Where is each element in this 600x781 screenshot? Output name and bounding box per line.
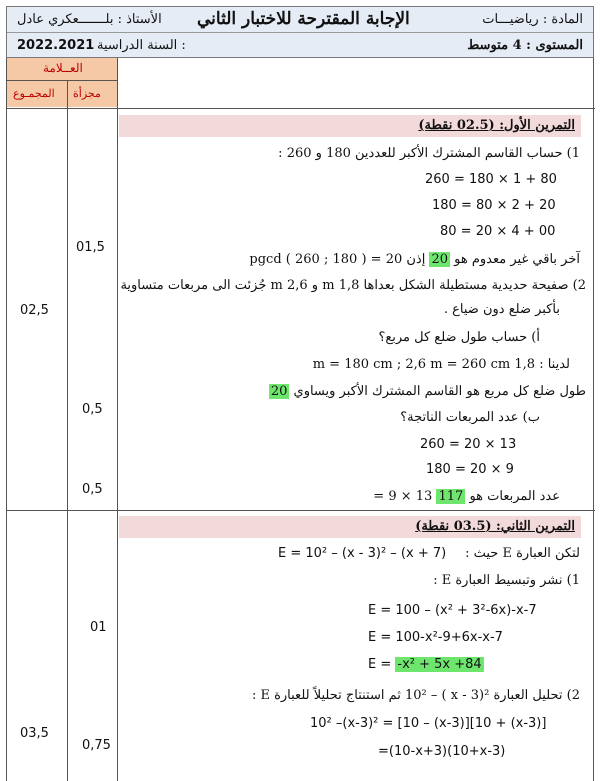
ex1-score-partial-1: 01,5 [76, 240, 105, 255]
ex1-question-1: 1) حساب القاسم المشترك الأكبر للعددين 180 و 260 : [278, 146, 580, 161]
exercise2-title-bar [119, 516, 581, 538]
ex1-equation-3: 80 = 20 × 4 + 00 [440, 224, 556, 239]
exercise1-title: التمرين الأول: (02.5 نقطة) [418, 118, 575, 133]
year-value: 2022.2021 [17, 38, 95, 53]
ex1-question-2-cont: بأكبر ضلع دون ضياع . [443, 302, 560, 317]
ex1-gcd-highlight: 20 [431, 252, 449, 267]
ex1-side-length [269, 384, 586, 399]
subject-label: المادة : رياضيـــات [482, 12, 583, 27]
ex2-equation-3-lhs: E = [368, 657, 392, 672]
level-label: المستوى : 4 متوسط [467, 38, 583, 53]
document-title: الإجابة المقترحة للاختبار الثاني [197, 9, 410, 29]
document-header [6, 6, 594, 58]
year-label: السنة الدراسية : [97, 38, 186, 53]
ex1-score-total: 02,5 [20, 303, 49, 318]
ex1-score-partial-3: 0,5 [82, 482, 103, 497]
total-column-label: المجمـوع [13, 87, 55, 100]
ex2-equation-1: E = 100 – (x² + 3²-6x)-x-7 [368, 603, 537, 618]
grading-header [7, 58, 117, 80]
ex2-equation-2: E = 100-x²-9+6x-x-7 [368, 630, 503, 645]
ex1-equation-2: 180 = 80 × 2 + 20 [432, 198, 556, 213]
ex1-question-b: ب) عدد المربعات الناتجة؟ [400, 410, 540, 425]
grading-header-label: العــلامة [43, 61, 83, 75]
grading-subheader [7, 81, 117, 107]
ex1-conclusion-pgcd: إذن 20 = ( 180 ; 260 ) pgcd [249, 252, 426, 267]
ex1-count-highlight: 117 [438, 489, 464, 504]
ex2-score-partial-1: 01 [90, 620, 107, 635]
ex2-equation-5: =(10-x+3)(10+x-3) [378, 744, 506, 759]
teacher-label: الأستاذ : بلـــــــعكري عادل [17, 12, 162, 27]
ex1-conclusion [249, 252, 580, 267]
ex2-intro-expr: E = 10² – (x - 3)² – (x + 7) [278, 546, 447, 561]
grid-line [7, 510, 595, 511]
ex1-equation-5: 180 = 20 × 9 [426, 462, 514, 477]
ex1-side-text: طول ضلع كل مربع هو القاسم المشترك الأكبر ويساوي [293, 384, 586, 399]
header-divider [7, 32, 593, 33]
grid-line [117, 58, 118, 781]
ex1-conclusion-text: آخر باقي غير معدوم هو [454, 252, 580, 267]
ex1-score-partial-2: 0,5 [82, 402, 103, 417]
ex1-question-2: 2) صفيحة حديدية مستطيلة الشكل بعداها 1,8 m و 2,6 m جُزئت الى مربعات متساوية [120, 278, 586, 293]
ex2-question-1: 1) نشر وتبسيط العبارة E : [433, 573, 580, 588]
ex1-equation-1: 260 = 180 × 1 + 80 [425, 172, 557, 187]
ex2-intro-text: لتكن العبارة E حيث : [465, 546, 580, 561]
exercise2-title: التمرين الثاني: (03.5 نقطة) [415, 519, 575, 534]
ex1-side-highlight: 20 [270, 384, 288, 399]
partial-column-label: مجزأة [73, 87, 101, 100]
ex2-result-highlight: -x² + 5x +84 [397, 657, 482, 672]
ex1-question-a: أ) حساب طول ضلع كل مربع؟ [378, 330, 540, 345]
exercise1-title-bar [119, 115, 581, 137]
ex1-count-text: عدد المربعات هو [469, 489, 560, 504]
grid-line [7, 108, 595, 109]
ex1-count-expr: 13 × 9 = [373, 489, 433, 504]
ex2-equation-4: 10² –(x-3)² = [10 – (x-3)][10 + (x-3)] [310, 716, 547, 731]
ex1-square-count [373, 489, 560, 504]
ex2-score-total: 03,5 [20, 726, 49, 741]
ex1-given-values: لدينا : 1,8 m = 180 cm ; 2,6 m = 260 cm [312, 357, 570, 372]
ex2-question-2: 2) تحليل العبارة ²(3 - x ) – 10² ثم استنتاج تحليلاً للعبارة E : [251, 688, 580, 703]
ex2-equation-3 [368, 657, 484, 672]
ex1-equation-4: 260 = 20 × 13 [420, 437, 517, 452]
ex2-score-partial-2: 0,75 [82, 738, 111, 753]
grid-line [67, 80, 68, 781]
